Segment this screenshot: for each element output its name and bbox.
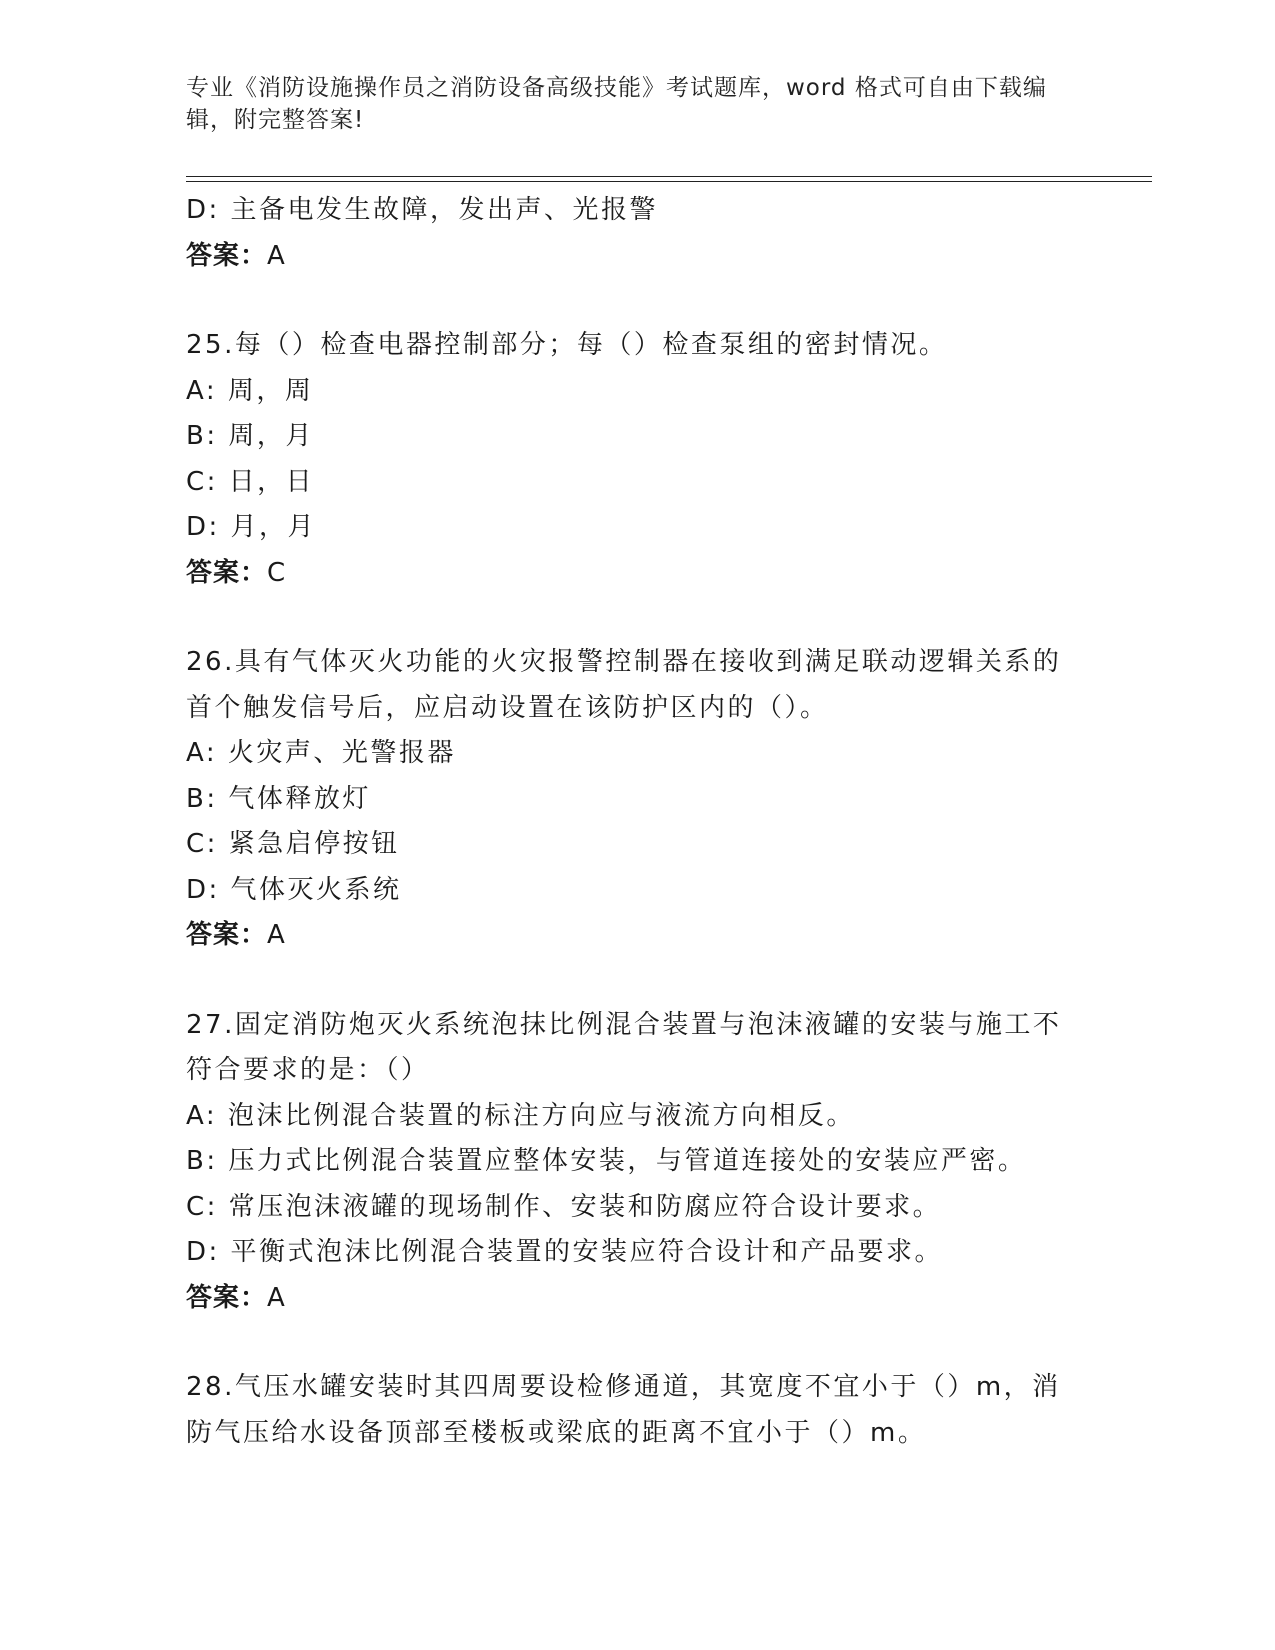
option-c: C: 紧急启停按钮	[186, 829, 400, 859]
option-d: D: 气体灭火系统	[186, 874, 402, 905]
document-header	[186, 72, 1066, 136]
answer-value: C	[267, 557, 287, 588]
answer-label: 答案：	[186, 240, 268, 271]
question-stem-line-1: 28.气压水罐安装时其四周要设检修通道，其宽度不宜小于（）m，消	[186, 1372, 1061, 1402]
answer-label: 答案：	[186, 557, 268, 588]
option-c: C: 常压泡沫液罐的现场制作、安装和防腐应符合设计要求。	[186, 1191, 942, 1222]
spacer	[186, 279, 1086, 323]
header-line-2: 辑，附完整答案!	[186, 107, 365, 133]
spacer	[186, 959, 1086, 1003]
spacer	[186, 596, 1086, 640]
question-stem-line-2: 防气压给水设备顶部至楼板或梁底的距离不宜小于（）m。	[186, 1417, 927, 1448]
answer-line	[186, 551, 1086, 597]
answer-value: A	[267, 920, 286, 950]
option-a: A: 泡沫比例混合装置的标注方向应与液流方向相反。	[186, 1100, 855, 1131]
question-26	[186, 640, 1086, 959]
answer-label: 答案：	[186, 1282, 268, 1313]
answer-line	[186, 913, 1086, 959]
question-list	[186, 188, 1086, 1456]
question-25	[186, 323, 1086, 596]
option-a: A: 周，周	[186, 375, 314, 406]
header-divider-bottom	[186, 181, 1152, 182]
question-28	[186, 1365, 1086, 1456]
question-stem: 25.每（）检查电器控制部分；每（）检查泵组的密封情况。	[186, 330, 948, 360]
answer-value: A	[267, 240, 286, 271]
question-27	[186, 1003, 1086, 1322]
option-d: D: 平衡式泡沫比例混合装置的安装应符合设计和产品要求。	[186, 1237, 944, 1267]
question-stem-line-1: 26.具有气体灭火功能的火灾报警控制器在接收到满足联动逻辑关系的	[186, 647, 1062, 677]
option-a: A: 火灾声、光警报器	[186, 738, 456, 768]
spacer	[186, 1321, 1086, 1365]
question-stem-line-2: 首个触发信号后，应启动设置在该防护区内的（）。	[186, 692, 829, 723]
option-b: B: 压力式比例混合装置应整体安装，与管道连接处的安装应严密。	[186, 1146, 1027, 1176]
answer-value: A	[267, 1282, 286, 1313]
question-stem-line-1: 27.固定消防炮灭火系统泡抹比例混合装置与泡沫液罐的安装与施工不	[186, 1009, 1062, 1040]
header-divider-top	[186, 176, 1152, 177]
option-d: D: 主备电发生故障，发出声、光报警	[186, 195, 659, 225]
answer-line	[186, 1276, 1086, 1322]
option-c: C: 日，日	[186, 466, 315, 497]
option-d: D: 月，月	[186, 512, 317, 542]
question-24-tail	[186, 188, 1086, 279]
option-b: B: 气体释放灯	[186, 783, 371, 814]
header-line-1: 专业《消防设施操作员之消防设备高级技能》考试题库，word 格式可自由下载编	[186, 75, 1047, 101]
answer-label: 答案：	[186, 920, 268, 950]
question-stem-line-2: 符合要求的是：（）	[186, 1055, 430, 1085]
answer-line	[186, 234, 1086, 280]
option-b: B: 周，月	[186, 421, 314, 451]
